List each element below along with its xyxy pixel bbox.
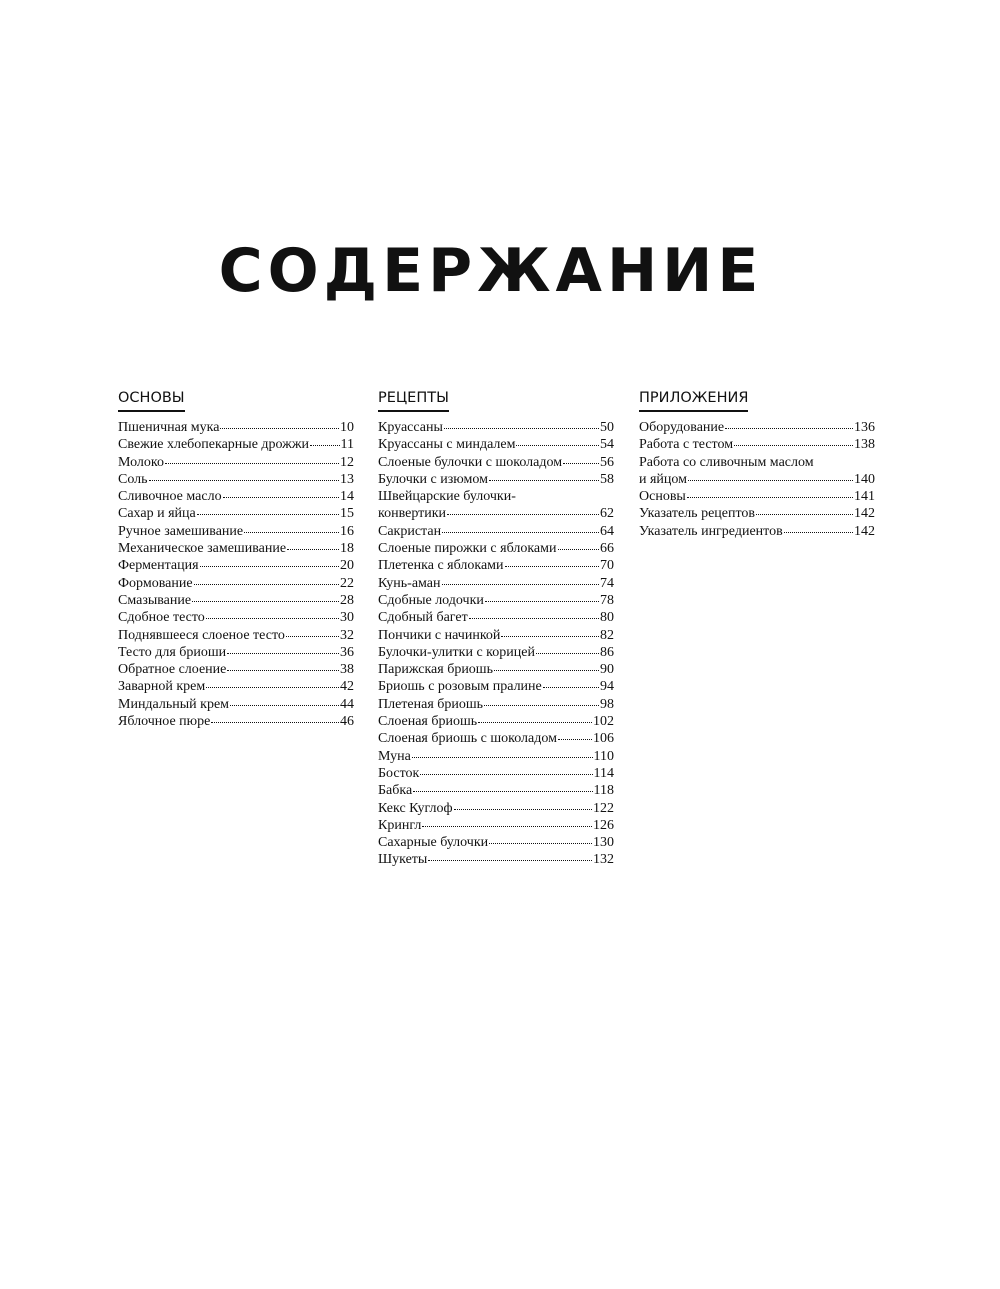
toc-entry-title: Плетеная бриошь [378,696,484,712]
dot-leader [756,513,853,515]
section-heading: РЕЦЕПТЫ [378,388,449,412]
toc-entry-title: Работа с тестом [639,437,734,453]
toc-entry-page-number: 44 [340,696,354,712]
toc-entry [378,540,614,557]
dot-leader [516,444,599,446]
toc-entry-title: Кекс Куглоф [378,800,453,816]
toc-entry [118,505,354,522]
dot-leader [194,583,339,585]
toc-entry-line [378,696,614,713]
dot-leader [197,513,339,515]
toc-entry-title: Слоеные пирожки с яблоками [378,541,557,557]
toc-entry-title: Ферментация [118,558,199,574]
toc-entry [378,782,614,799]
dot-leader [494,669,599,671]
toc-entry-title: Пончики с начинкой [378,627,501,643]
toc-entry-page-number: 15 [340,506,354,522]
toc-entry-line [639,471,875,488]
dot-leader [501,635,599,637]
dot-leader [447,513,599,515]
toc-entry-title: Слоеные булочки с шоколадом [378,454,563,470]
toc-entry-line [118,627,354,644]
toc-entry-page-number: 62 [600,506,614,522]
dot-leader [428,859,592,861]
dot-leader [230,704,339,706]
toc-entry-title-line: Швейцарские булочки- [378,489,516,505]
toc-entry-page-number: 30 [340,610,354,626]
toc-entry-page-number: 50 [600,420,614,435]
toc-entry [118,540,354,557]
toc-entry-line [378,592,614,609]
toc-entry [378,834,614,851]
toc-entry [378,661,614,678]
toc-entry-title: Бриошь с розовым пралине [378,679,542,695]
toc-entry-title: Кунь-аман [378,575,441,591]
toc-entry-title: Основы [639,489,686,505]
section-heading: ПРИЛОЖЕНИЯ [639,388,748,412]
toc-entry-title: Заварной крем [118,679,206,695]
toc-entry-line [378,557,614,574]
toc-entry [378,557,614,574]
dot-leader [165,462,339,464]
toc-entry [378,817,614,834]
toc-entry [118,644,354,661]
toc-entry-title: Босток [378,765,420,781]
toc-entry [378,592,614,609]
dot-leader [442,583,599,585]
toc-entry-page-number: 106 [593,731,614,747]
toc-entry-title: Молоко [118,454,164,470]
dot-leader [485,600,599,602]
toc-entry-line [378,436,614,453]
dot-leader [422,825,592,827]
toc-entry [639,505,875,522]
toc-entry [118,627,354,644]
toc-entry-line [118,454,354,471]
toc-entry-line [378,748,614,765]
toc-entry-page-number: 140 [854,471,875,487]
toc-entry-page-number: 16 [340,523,354,539]
toc-entry [378,696,614,713]
toc-entry-page-number: 66 [600,541,614,557]
toc-entry-line [118,436,354,453]
toc-entry-line [378,730,614,747]
dot-leader [734,444,853,446]
toc-entry-page-number: 38 [340,662,354,678]
toc-section-appendices [639,388,875,540]
toc-entry-line [639,436,875,453]
toc-entry [118,419,354,436]
toc-entry-line [378,609,614,626]
toc-entry-line [378,540,614,557]
toc-entry [639,419,875,436]
toc-entry [378,644,614,661]
toc-entry-line [378,782,614,799]
dot-leader [478,721,592,723]
toc-entry-title: Парижская бриошь [378,662,493,678]
dot-leader [536,652,599,654]
dot-leader [784,531,853,533]
dot-leader [223,496,339,498]
dot-leader [543,686,599,688]
toc-entry [378,678,614,695]
toc-entry-title: Слоеная бриошь [378,714,478,730]
toc-entry [378,627,614,644]
dot-leader [211,721,339,723]
toc-entry-line [378,817,614,834]
toc-entry [639,454,875,489]
toc-entry-page-number: 80 [600,610,614,626]
toc-entry-line [378,627,614,644]
toc-entry-page-number: 28 [340,592,354,608]
toc-entry-page-number: 22 [340,575,354,591]
toc-entry-page-number: 56 [600,454,614,470]
toc-entry-line [378,800,614,817]
dot-leader [489,479,599,481]
toc-entry-title: Ручное замешивание [118,523,244,539]
toc-entry [639,488,875,505]
toc-entry [118,557,354,574]
toc-entry-line [639,419,875,436]
dot-leader [558,738,592,740]
dot-leader [227,669,339,671]
toc-entry-line [378,834,614,851]
toc-entry-page-number: 32 [340,627,354,643]
toc-section-recipes [378,388,614,869]
toc-entry-title: Плетенка с яблоками [378,558,504,574]
toc-entry-page-number: 94 [600,679,614,695]
toc-entry-line [639,488,875,505]
toc-entry-line [118,575,354,592]
toc-entry-title: Круассаны с миндалем [378,437,516,453]
toc-entry-page-number: 142 [854,523,875,539]
toc-entry [378,609,614,626]
toc-entry-title: Яблочное пюре [118,714,211,730]
toc-entry-line [118,661,354,678]
toc-entry [378,851,614,868]
toc-entry-title: Сливочное масло [118,489,222,505]
toc-entry-line [118,557,354,574]
toc-entry-line [639,523,875,540]
toc-entry-title: Тесто для бриоши [118,644,227,660]
toc-entry-page-number: 20 [340,558,354,574]
toc-entry-title: Оборудование [639,420,725,435]
toc-entry-page-number: 132 [593,852,614,868]
toc-entry-title: Слоеная бриошь с шоколадом [378,731,557,747]
toc-entry-page-number: 98 [600,696,614,712]
toc-entry-title: Указатель рецептов [639,506,756,522]
toc-entry-line [378,471,614,488]
toc-entry-line [378,454,614,471]
toc-entry [378,471,614,488]
dot-leader [206,617,339,619]
dot-leader [469,617,599,619]
toc-entry-page-number: 18 [340,541,354,557]
dot-leader [484,704,599,706]
dot-leader [688,479,853,481]
dot-leader [442,531,599,533]
toc-entry-list [639,419,875,540]
toc-entry-title: Сахар и яйца [118,506,196,522]
toc-entry-page-number: 114 [593,765,614,781]
dot-leader [413,790,592,792]
dot-leader [287,548,339,550]
toc-entry-line [118,471,354,488]
dot-leader [505,565,599,567]
toc-entry [378,800,614,817]
toc-entry [378,730,614,747]
toc-entry-line [118,678,354,695]
toc-entry [118,436,354,453]
dot-leader [200,565,339,567]
toc-entry-page-number: 90 [600,662,614,678]
toc-entry-line [378,644,614,661]
toc-entry-title: Бабка [378,783,413,799]
toc-entry-page-number: 11 [340,437,354,453]
toc-entry-line [118,713,354,730]
toc-entry-list [378,419,614,869]
toc-entry-page-number: 10 [340,420,354,435]
toc-entry-title: и яйцом [639,471,688,487]
toc-entry [378,713,614,730]
dot-leader [725,427,853,429]
dot-leader [192,600,339,602]
toc-entry [378,765,614,782]
toc-entry-page-number: 126 [593,817,614,833]
toc-entry [118,609,354,626]
toc-entry-title: Поднявшееся слоеное тесто [118,627,285,643]
toc-entry-line [118,609,354,626]
toc-entry-page-number: 46 [340,714,354,730]
page-title: СОДЕРЖАНИЕ [218,236,764,306]
toc-entry-line [118,419,354,436]
toc-entry-line [378,523,614,540]
toc-entry-line [378,713,614,730]
toc-entry-title: Сдобное тесто [118,610,205,626]
toc-entry-title: Соль [118,471,148,487]
toc-entry-page-number: 118 [593,783,614,799]
toc-entry-title: Крингл [378,817,422,833]
toc-entry-title: Булочки с изюмом [378,471,488,487]
toc-entry-page-number: 70 [600,558,614,574]
toc-entry-page-number: 141 [854,489,875,505]
toc-entry-line [378,419,614,436]
dot-leader [286,635,339,637]
toc-entry-page-number: 82 [600,627,614,643]
toc-entry-line [639,505,875,522]
toc-entry-page-number: 78 [600,592,614,608]
toc-entry-line [118,696,354,713]
toc-entry-line [118,540,354,557]
toc-entry-page-number: 54 [600,437,614,453]
toc-entry-line [378,678,614,695]
toc-entry-page-number: 13 [340,471,354,487]
toc-entry-page-number: 138 [854,437,875,453]
dot-leader [149,479,339,481]
dot-leader [489,842,592,844]
toc-entry [118,488,354,505]
toc-entry [378,454,614,471]
toc-entry-page-number: 86 [600,644,614,660]
toc-entry-title: Пшеничная мука [118,420,220,435]
toc-entry-line [378,661,614,678]
dot-leader [687,496,853,498]
dot-leader [444,427,599,429]
dot-leader [420,773,592,775]
toc-entry [639,436,875,453]
dot-leader [244,531,339,533]
toc-entry [118,696,354,713]
toc-entry [378,748,614,765]
toc-entry-title: Обратное слоение [118,662,227,678]
toc-entry-line [378,851,614,868]
dot-leader [558,548,600,550]
toc-entry-title: Миндальный крем [118,696,230,712]
toc-entry-page-number: 110 [593,748,614,764]
toc-entry-title: Муна [378,748,411,764]
toc-entry-line [118,592,354,609]
toc-entry [118,575,354,592]
toc-entry [118,592,354,609]
toc-entry-line [118,488,354,505]
section-heading: ОСНОВЫ [118,388,185,412]
toc-entry [118,454,354,471]
toc-entry-title: Круассаны [378,420,443,435]
toc-entry-line [378,575,614,592]
toc-entry [118,661,354,678]
toc-entry-title: Указатель ингредиентов [639,523,783,539]
toc-entry-title-line: Работа со сливочным маслом [639,454,814,470]
toc-entry-title: Формование [118,575,193,591]
toc-entry-title: Булочки-улитки с корицей [378,644,535,660]
toc-entry-page-number: 12 [340,454,354,470]
toc-entry-title: Механическое замешивание [118,541,287,557]
dot-leader [206,686,339,688]
dot-leader [412,756,593,758]
toc-entry [118,713,354,730]
dot-leader [563,462,599,464]
toc-entry [378,523,614,540]
dot-leader [454,808,592,810]
toc-entry-list [118,419,354,730]
dot-leader [227,652,339,654]
toc-entry-title: Сдобные лодочки [378,592,484,608]
dot-leader [310,444,339,446]
toc-section-basics [118,388,354,730]
toc-entry-title: Сакристан [378,523,442,539]
toc-entry-line [378,505,614,522]
toc-entry-page-number: 142 [854,506,875,522]
toc-entry-page-number: 136 [854,420,875,435]
toc-entry-line [118,523,354,540]
toc-entry [118,523,354,540]
toc-entry [639,523,875,540]
toc-entry-title: Шукеты [378,852,428,868]
toc-entry [378,419,614,436]
toc-entry-page-number: 102 [593,714,614,730]
toc-entry [378,436,614,453]
toc-entry [118,678,354,695]
toc-entry [378,575,614,592]
dot-leader [220,427,339,429]
toc-entry-title: Смазывание [118,592,192,608]
toc-entry-title: Свежие хлебопекарные дрожжи [118,437,310,453]
toc-entry-title: Сахарные булочки [378,835,489,851]
toc-entry [118,471,354,488]
toc-entry-title: Сдобный багет [378,610,468,626]
toc-entry [378,488,614,523]
toc-entry-page-number: 14 [340,489,354,505]
toc-entry-line [118,505,354,522]
toc-entry-page-number: 64 [600,523,614,539]
toc-entry-page-number: 74 [600,575,614,591]
toc-entry-page-number: 130 [593,835,614,851]
toc-entry-title: конвертики [378,506,447,522]
toc-entry-line [378,765,614,782]
toc-entry-page-number: 42 [340,679,354,695]
toc-entry-page-number: 36 [340,644,354,660]
toc-entry-page-number: 58 [600,471,614,487]
toc-entry-page-number: 122 [593,800,614,816]
toc-entry-line [118,644,354,661]
